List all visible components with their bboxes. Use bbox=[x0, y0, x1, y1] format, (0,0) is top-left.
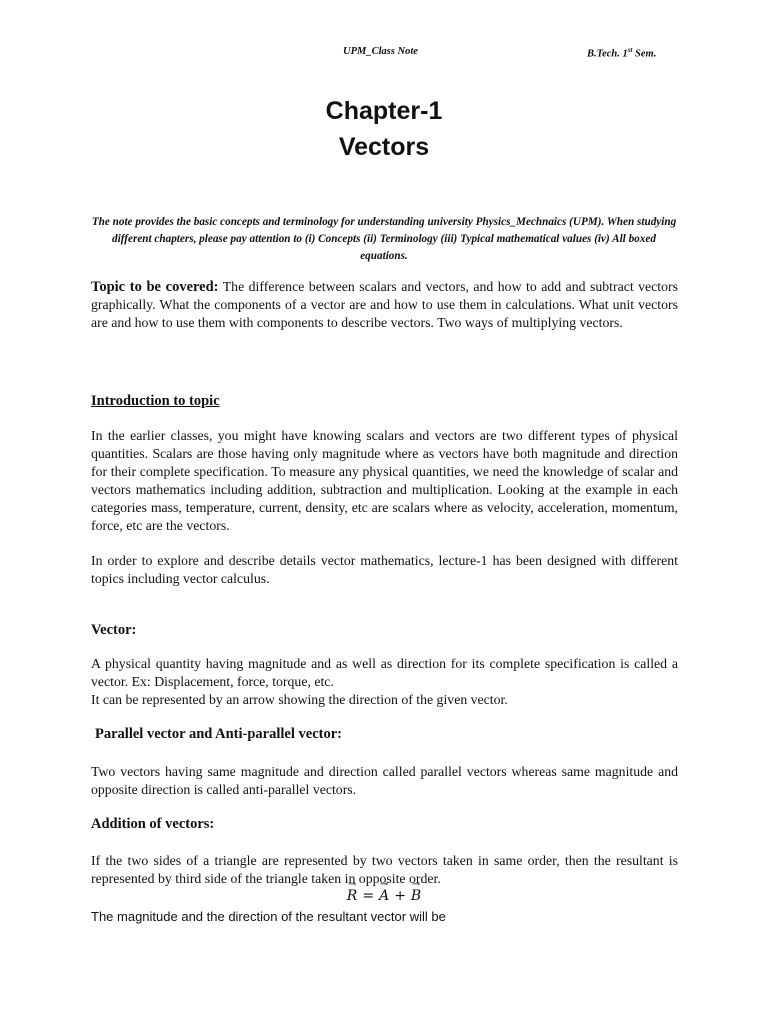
intro-paragraph-2: In order to explore and describe details vector mathematics, lecture-1 has been designed with different topics including vector calculus. bbox=[91, 553, 678, 586]
vector-definition: A physical quantity having magnitude and as well as direction for its complete specification is called a vector. Ex: Displacement, force, torque, etc. bbox=[91, 656, 678, 689]
intro-paragraph-1: In the earlier classes, you might have knowing scalars and vectors are two different types of physical quantities. Scalars are those having only magnitude where as vectors have both magnitude and direction for their complete specification. To measure any physical quantities, we need the knowledge of scalar and vectors mathematics including addition, subtraction and multiplication. Looking at the example in each categories mass, temperature, current, density, etc are scalars where as velocity, acceleration, momentum, force, etc are the vectors. bbox=[91, 428, 678, 533]
vector-b: → B bbox=[411, 888, 421, 904]
header-right bbox=[587, 46, 656, 60]
vector-representation: It can be represented by an arrow showing the direction of the given vector. bbox=[91, 692, 508, 707]
resultant-equation bbox=[0, 888, 768, 904]
parallel-heading: Parallel vector and Anti-parallel vector: bbox=[95, 726, 342, 742]
plus-sign: + bbox=[394, 888, 406, 904]
page-header bbox=[0, 46, 768, 62]
addition-paragraph: If the two sides of a triangle are represented by two vectors taken in same order, then the resultant is represented by third side of the triangle taken in opposite order. bbox=[91, 853, 678, 886]
topic-label: Topic to be covered: bbox=[91, 279, 219, 295]
chapter-title: Chapter-1 bbox=[325, 97, 443, 125]
resultant-closing-line: The magnitude and the direction of the resultant vector will be bbox=[91, 909, 446, 924]
topic-paragraph bbox=[91, 278, 678, 332]
chapter-name: Vectors bbox=[338, 133, 430, 161]
vector-a: → A bbox=[379, 888, 389, 904]
header-right-main: B.Tech. 1 bbox=[587, 48, 628, 60]
header-right-end: Sem. bbox=[632, 48, 657, 60]
addition-heading: Addition of vectors: bbox=[91, 816, 215, 832]
vector-heading: Vector: bbox=[91, 622, 137, 638]
intro-heading: Introduction to topic bbox=[91, 393, 220, 409]
header-right-sup: st bbox=[627, 46, 633, 54]
header-left: UPM_Class Note bbox=[343, 46, 418, 57]
equals-sign: = bbox=[362, 888, 375, 904]
parallel-paragraph: Two vectors having same magnitude and direction called parallel vectors whereas same magnitude and opposite direction is called anti-parallel vectors. bbox=[91, 764, 678, 797]
vector-r: → R bbox=[347, 888, 358, 904]
topic-text: The difference between scalars and vectors, and how to add and subtract vectors graphically. What the components of a vector are and how to use them in calculations. What unit vectors are and how to use them with components to describe vectors. Two ways of multiplying vectors. bbox=[91, 279, 678, 330]
abstract-note: The note provides the basic concepts and terminology for understanding university Physics_Mechnaics (UPM). When studying different chapters, please pay attention to (i) Concepts (ii) Terminology (iii) Typical mathematical values (iv) All boxed equations. bbox=[91, 216, 677, 262]
